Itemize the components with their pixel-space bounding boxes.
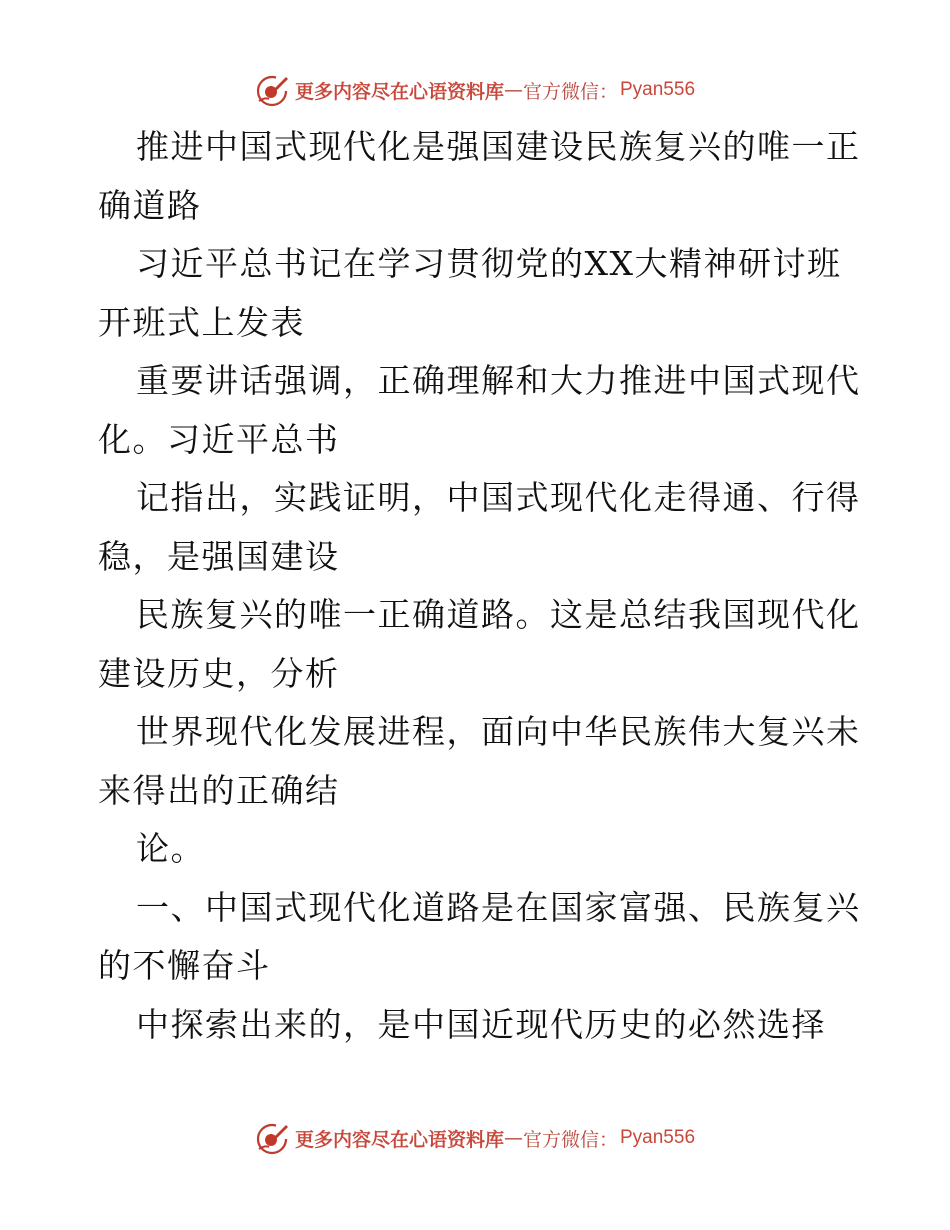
wechat-label: 官方微信： — [522, 1128, 618, 1151]
banner-separator: — — [503, 1127, 523, 1149]
text-line: 确道路 — [98, 185, 202, 225]
text-line: 世界现代化发展进程，面向中华民族伟大复兴未 — [136, 712, 861, 751]
banner-separator: — — [503, 79, 523, 101]
wechat-label: 官方微信： — [522, 80, 618, 103]
brush-logo-icon — [255, 1121, 289, 1155]
text-line: 习近平总书记在学习贯彻党的XX大精神研讨班 — [136, 244, 842, 283]
brand-text: 更多内容尽在心语资料库 — [294, 80, 504, 103]
text-line: 开班式上发表 — [98, 302, 305, 342]
text-line: 推进中国式现代化是强国建设民族复兴的唯一正 — [136, 127, 861, 166]
wechat-id: Pyan556 — [620, 79, 696, 100]
text-line: 重要讲话强调，正确理解和大力推进中国式现代 — [136, 361, 861, 400]
wechat-id: Pyan556 — [620, 1127, 696, 1148]
footer-watermark-banner — [0, 1118, 950, 1158]
text-line: 一、中国式现代化道路是在国家富强、民族复兴 — [136, 887, 861, 927]
text-line: 的不懈奋斗 — [98, 946, 271, 985]
header-watermark-banner — [0, 70, 950, 110]
document-body — [98, 118, 861, 1054]
brush-logo-icon — [255, 73, 289, 107]
text-line: 稳，是强国建设 — [98, 536, 340, 576]
text-line: 化。习近平总书 — [98, 419, 340, 459]
text-line: 论。 — [136, 829, 205, 868]
text-line: 记指出，实践证明，中国式现代化走得通、行得 — [136, 478, 861, 517]
text-line: 民族复兴的唯一正确道路。这是总结我国现代化 — [136, 595, 861, 634]
text-line: 来得出的正确结 — [98, 770, 340, 810]
brand-text: 更多内容尽在心语资料库 — [294, 1128, 504, 1151]
text-line: 中探索出来的，是中国近现代历史的必然选择 — [136, 1004, 826, 1044]
text-line: 建设历史，分析 — [98, 653, 340, 693]
